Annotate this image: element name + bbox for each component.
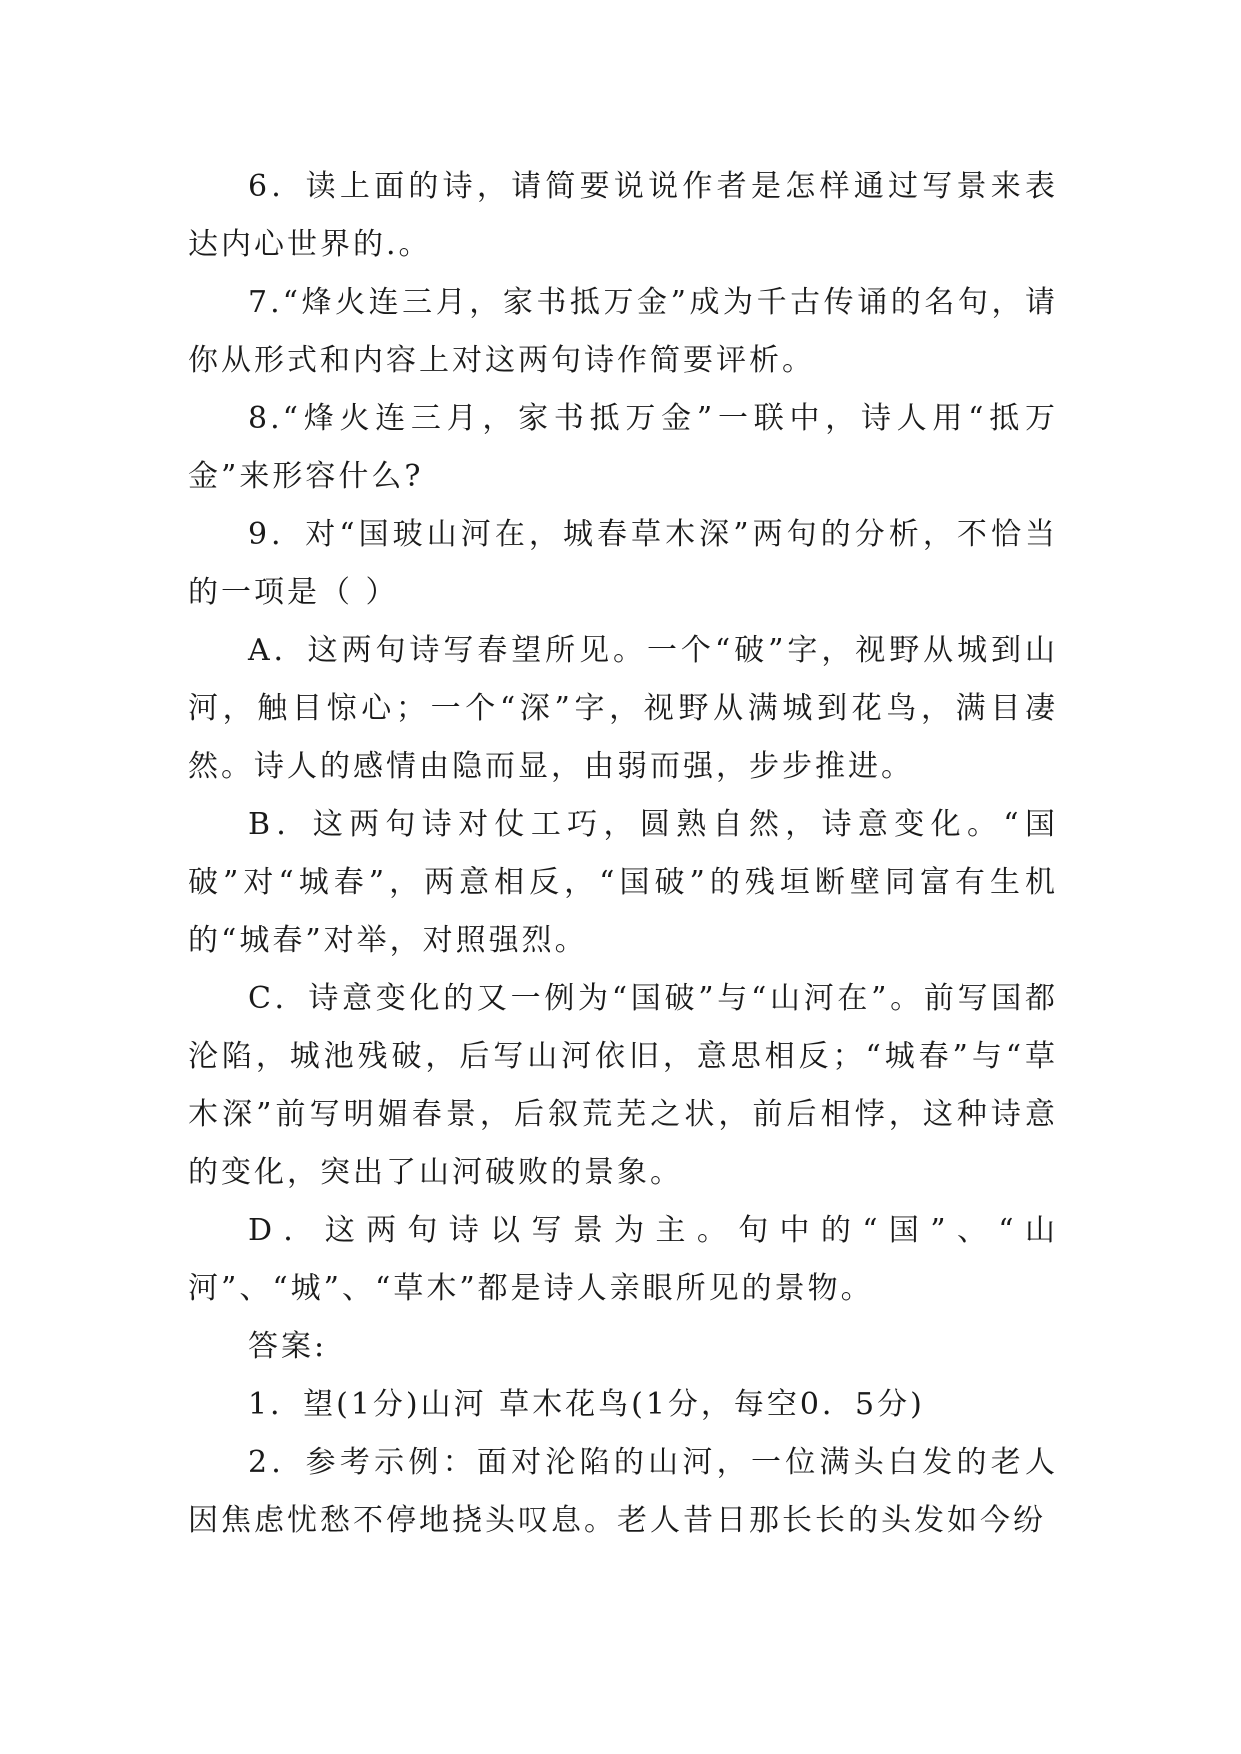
question-7: 7.“烽火连三月，家书抵万金”成为千古传诵的名句，请你从形式和内容上对这两句诗作简要评析。 bbox=[188, 285, 1058, 378]
question-8: 8.“烽火连三月，家书抵万金”一联中，诗人用“抵万金”来形容什么? bbox=[188, 401, 1058, 494]
document-body bbox=[188, 158, 1058, 1550]
answer-heading: 答案: bbox=[248, 1329, 328, 1364]
answer-1: 1．望(1分)山河 草木花鸟(1分，每空0．5分) bbox=[248, 1387, 925, 1422]
question-9: 9．对“国玻山河在，城春草木深”两句的分析，不恰当的一项是（ ） bbox=[188, 517, 1058, 610]
option-a: A．这两句诗写春望所见。一个“破”字，视野从城到山河，触目惊心；一个“深”字，视野从满城到花鸟，满目凄然。诗人的感情由隐而显，由弱而强，步步推进。 bbox=[188, 633, 1058, 784]
option-d: D．这两句诗以写景为主。句中的“国”、“山河”、“城”、“草木”都是诗人亲眼所见的景物。 bbox=[188, 1213, 1058, 1306]
question-6: 6．读上面的诗，请简要说说作者是怎样通过写景来表达内心世界的.。 bbox=[188, 169, 1058, 262]
option-b: B．这两句诗对仗工巧，圆熟自然，诗意变化。“国破”对“城春”，两意相反，“国破”的残垣断壁同富有生机的“城春”对举，对照强烈。 bbox=[188, 807, 1058, 958]
answer-2: 2．参考示例：面对沦陷的山河，一位满头白发的老人因焦虑忧愁不停地挠头叹息。老人昔日那长长的头发如今纷 bbox=[188, 1445, 1058, 1538]
option-c: C．诗意变化的又一例为“国破”与“山河在”。前写国都沦陷，城池残破，后写山河依旧，意思相反；“城春”与“草木深”前写明媚春景，后叙荒芜之状，前后相悖，这种诗意的变化，突出了山河破败的景象。 bbox=[188, 981, 1058, 1190]
